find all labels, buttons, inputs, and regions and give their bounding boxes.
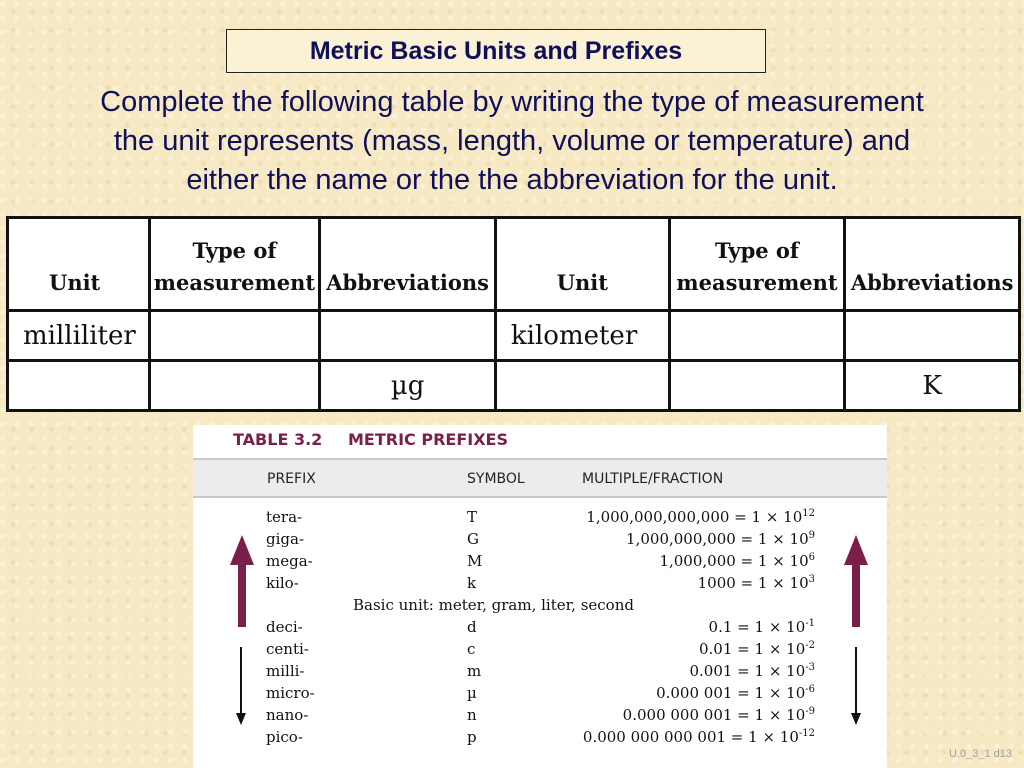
table-number: TABLE 3.2: [233, 430, 323, 449]
prefix-exponent: -2: [805, 640, 815, 651]
column-headers: [193, 458, 887, 498]
instruction-line: either the name or the the abbreviation for the unit.: [186, 164, 838, 196]
prefix-exponent: 9: [808, 530, 815, 541]
prefix-name: milli-: [266, 662, 305, 680]
prefix-exponent: 12: [802, 508, 815, 519]
arrow-up-shaft: [852, 563, 860, 627]
arrow-up-icon: [844, 535, 868, 627]
prefix-value: 1,000,000,000 = 1 × 10: [626, 530, 809, 548]
prefix-name: kilo-: [266, 574, 299, 592]
instructions: [10, 83, 1014, 200]
column-multiple: MULTIPLE/FRACTION: [582, 471, 724, 487]
prefix-name: deci-: [266, 618, 303, 636]
prefix-multiple: [699, 640, 815, 658]
table-cell[interactable]: [149, 311, 320, 361]
slide-footer: U.0_3_1 d13: [949, 748, 1012, 760]
arrow-down-icon: [233, 647, 249, 725]
worksheet-table: [6, 216, 1021, 412]
prefix-name: micro-: [266, 684, 315, 702]
prefix-row: [193, 571, 887, 593]
prefix-name: giga-: [266, 530, 305, 548]
prefix-multiple: [698, 574, 815, 592]
prefix-exponent: 3: [808, 574, 815, 585]
table-cell: milliliter: [8, 311, 150, 361]
table-cell: K: [845, 361, 1020, 411]
metric-prefixes-table: [193, 425, 887, 768]
table-cell[interactable]: [149, 361, 320, 411]
prefix-value: 1,000,000,000,000 = 1 × 10: [586, 508, 803, 526]
prefix-value: 0.1 = 1 × 10: [708, 618, 806, 636]
header-abbrev: Abbreviations: [320, 218, 496, 311]
instruction-line: the unit represents (mass, length, volume or temperature) and: [113, 125, 911, 157]
prefix-multiple: [626, 530, 815, 548]
prefix-multiple: [656, 684, 815, 702]
prefix-value: 0.000 000 000 001 = 1 × 10: [582, 728, 799, 746]
arrow-up-shaft: [238, 563, 246, 627]
prefix-rows: [193, 505, 887, 747]
prefix-exponent: 6: [808, 552, 815, 563]
header-unit: Unit: [8, 218, 150, 311]
table-row: [8, 311, 1020, 361]
arrow-up-head: [844, 535, 868, 565]
prefix-multiple: [586, 508, 815, 526]
prefix-symbol: T: [467, 508, 478, 526]
prefix-name: mega-: [266, 552, 313, 570]
prefix-value: 1000 = 1 × 10: [697, 574, 809, 592]
slide-title: Metric Basic Units and Prefixes: [226, 29, 766, 73]
prefix-exponent: -1: [805, 618, 815, 629]
prefix-symbol: m: [467, 662, 482, 680]
prefix-name: nano-: [266, 706, 309, 724]
table-heading: [193, 425, 887, 455]
header-abbrev: Abbreviations: [845, 218, 1020, 311]
table-cell[interactable]: [320, 311, 496, 361]
header-unit: Unit: [495, 218, 669, 311]
table-cell[interactable]: [669, 361, 845, 411]
header-type: Type of measurement: [669, 218, 845, 311]
prefix-value: 0.001 = 1 × 10: [689, 662, 806, 680]
table-cell: kilometer: [495, 311, 669, 361]
basic-unit-row: [193, 593, 887, 615]
table-cell[interactable]: [495, 361, 669, 411]
arrow-up-head: [230, 535, 254, 565]
prefix-symbol: k: [467, 574, 477, 592]
prefix-row: [193, 681, 887, 703]
prefix-symbol: n: [467, 706, 477, 724]
header-type: Type of measurement: [149, 218, 320, 311]
prefix-symbol: M: [467, 552, 483, 570]
prefix-value: 0.000 000 001 = 1 × 10: [622, 706, 806, 724]
prefix-exponent: -9: [805, 706, 815, 717]
prefix-value: 0.01 = 1 × 10: [699, 640, 806, 658]
prefix-name: pico-: [266, 728, 303, 746]
prefix-row: [193, 703, 887, 725]
arrow-down-head: [851, 713, 861, 725]
prefix-row: [193, 549, 887, 571]
table-cell[interactable]: [8, 361, 150, 411]
prefix-row: [193, 615, 887, 637]
prefix-row: [193, 659, 887, 681]
prefix-exponent: -3: [805, 662, 815, 673]
prefix-name: centi-: [266, 640, 309, 658]
table-cell[interactable]: [845, 311, 1020, 361]
table-name: METRIC PREFIXES: [348, 430, 508, 449]
prefix-symbol: G: [467, 530, 479, 548]
prefix-multiple: [709, 618, 815, 636]
prefix-multiple: [623, 706, 815, 724]
prefix-value: 0.000 001 = 1 × 10: [656, 684, 806, 702]
prefix-row: [193, 527, 887, 549]
prefix-row: [193, 637, 887, 659]
arrow-up-icon: [230, 535, 254, 627]
prefix-exponent: -6: [805, 684, 815, 695]
prefix-symbol: µ: [467, 684, 477, 702]
arrow-down-head: [236, 713, 246, 725]
prefix-multiple: [583, 728, 815, 746]
prefix-name: tera-: [266, 508, 303, 526]
prefix-symbol: d: [467, 618, 477, 636]
table-cell: µg: [320, 361, 496, 411]
prefix-row: [193, 725, 887, 747]
column-symbol: SYMBOL: [467, 471, 525, 487]
worksheet-header-row: [8, 218, 1020, 311]
prefix-multiple: [659, 552, 815, 570]
table-cell[interactable]: [669, 311, 845, 361]
prefix-multiple: [689, 662, 815, 680]
prefix-value: 1,000,000 = 1 × 10: [659, 552, 809, 570]
table-row: [8, 361, 1020, 411]
prefix-exponent: -12: [798, 728, 815, 739]
arrow-down-icon: [848, 647, 864, 725]
prefix-row: [193, 505, 887, 527]
instruction-line: Complete the following table by writing the type of measurement: [100, 86, 924, 118]
prefix-symbol: c: [467, 640, 476, 658]
basic-unit-text: Basic unit: meter, gram, liter, second: [353, 596, 634, 614]
column-prefix: PREFIX: [267, 471, 316, 487]
prefix-symbol: p: [467, 728, 477, 746]
